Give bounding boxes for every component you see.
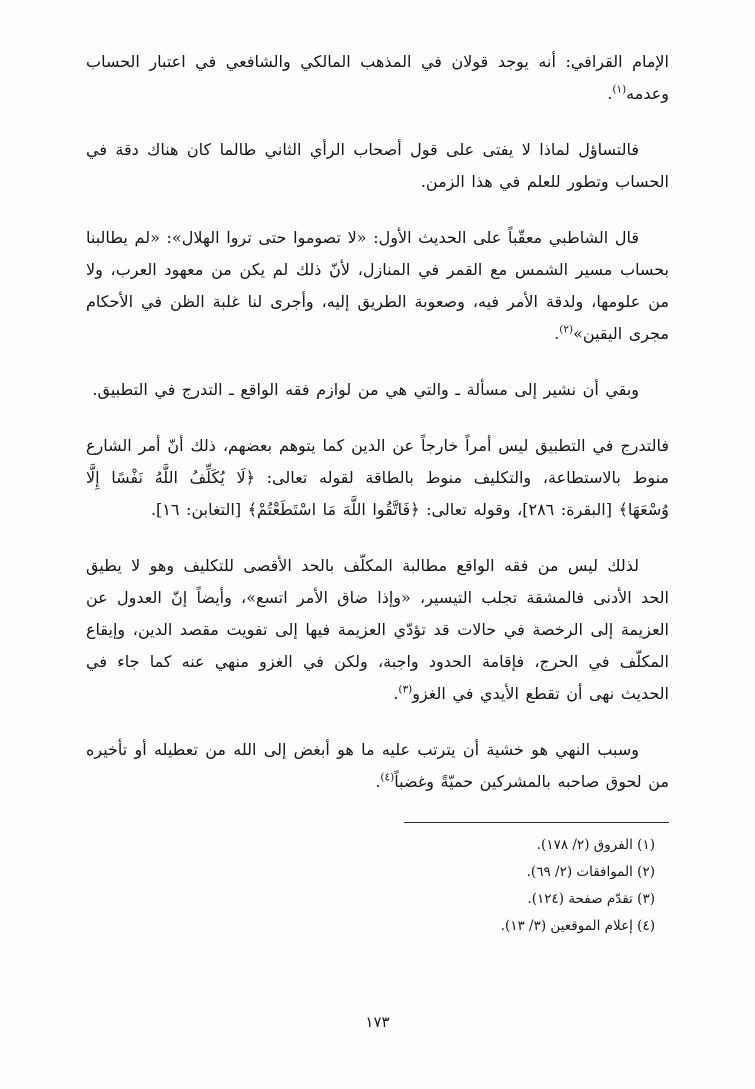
paragraph-text: وبقي أن نشير إلى مسألة ـ والتي هي من لوازم فقه الواقع ـ التدرج في التطبيق. xyxy=(92,380,639,399)
footnote: (٢) الموافقات (٢/ ٦٩). xyxy=(526,864,655,880)
paragraph xyxy=(86,374,669,406)
paragraph xyxy=(86,134,669,198)
paragraph-tail: . xyxy=(393,684,399,703)
paragraph xyxy=(86,46,669,110)
paragraph-tail: . xyxy=(554,324,560,343)
paragraph xyxy=(86,430,669,526)
footnote: (٤) إعلام الموقعين (٣/ ١٣). xyxy=(500,918,655,934)
paragraph-text: الإمام القرافي: أنه يوجد قولان في المذهب المالكي والشافعي في اعتبار الحساب وعدمه xyxy=(86,52,669,103)
paragraph xyxy=(86,734,669,798)
footnote-ref: (٤) xyxy=(380,771,395,784)
main-text xyxy=(86,46,669,798)
footnote-ref: (٢) xyxy=(559,323,574,336)
footnote-divider xyxy=(404,822,669,823)
footnote: (١) الفروق (٢/ ١٧٨). xyxy=(536,837,655,853)
paragraph xyxy=(86,222,669,350)
footnote: (٣) تقدّم صفحة (١٢٤). xyxy=(527,891,655,907)
paragraph-text: فالتدرج في التطبيق ليس أمراً خارجاً عن الدين كما يتوهم بعضهم، ذلك أنّ أمر الشارع منوط بالاستطاعة، والتكليف منوط بالطاقة لقوله تعالى: ﴿لَا يُكَلِّفُ اللَّهُ نَفْسًا إِلَّا وُسْعَهَا﴾ [البقرة: ٢٨٦]، وقوله تعالى: ﴿فَاتَّقُوا اللَّهَ مَا اسْتَطَعْتُمْ﴾ [التغابن: ١٦]. xyxy=(86,436,669,519)
paragraph-text: فالتساؤل لماذا لا يفتى على قول أصحاب الرأي الثاني طالما كان هناك دقة في الحساب وتطور للعلم في هذا الزمن. xyxy=(86,140,669,191)
paragraph-text: وسبب النهي هو خشية أن يترتب عليه ما هو أبغض إلى الله من تعطيله أو تأخيره من لحوق صاحبه بالمشركين حميّةً وغضباً xyxy=(86,740,669,791)
paragraph-text: قال الشاطبي معقّباً على الحديث الأول: «لا تصوموا حتى تروا الهلال»: «لم يطالبنا بحساب مسير الشمس مع القمر في المنازل، لأنّ ذلك لم يكن من معهود العرب، ولا من علومها، ولدقة الأمر فيه، وصعوبة الطريق إليه، وأجرى لنا غلبة الظن في الأحكام مجرى اليقين» xyxy=(86,228,669,343)
paragraph xyxy=(86,550,669,710)
paragraph-tail: . xyxy=(607,84,613,103)
page-number: ١٧٣ xyxy=(365,1013,390,1031)
footnotes-section xyxy=(86,833,669,938)
footnote-ref: (٣) xyxy=(398,683,413,696)
paragraph-text: لذلك ليس من فقه الواقع مطالبة المكلّف بالحد الأقصى للتكليف وهو لا يطيق الحد الأدنى فالمشقة تجلب التيسير، «وإذا ضاق الأمر اتسع»، وأيضاً إنّ العدول عن العزيمة إلى الرخصة في حالات قد تؤدّي العزيمة فيها إلى تفويت مقصد الدين، وإيقاع المكلّف في الحرج، فإقامة الحدود واجبة، ولكن في الغزو منهي عنه كما جاء في الحديث نهى أن تقطع الأيدي في الغزو xyxy=(86,556,669,703)
footnote-ref: (١) xyxy=(612,83,627,96)
paragraph-tail: . xyxy=(375,772,381,791)
